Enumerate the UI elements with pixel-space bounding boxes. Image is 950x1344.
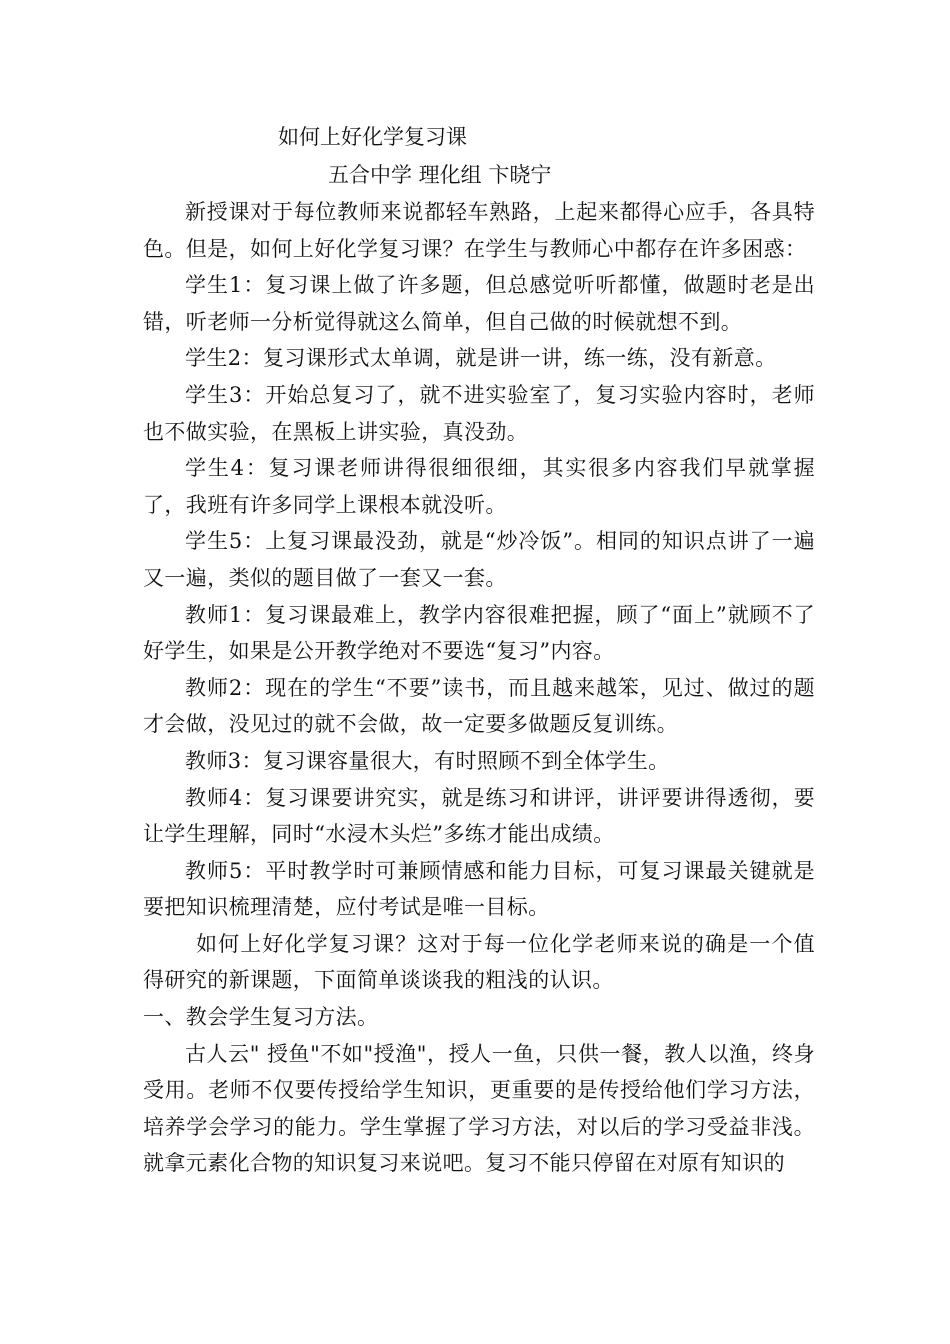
document-page <box>143 118 815 1182</box>
section-1-body: 古人云" 授鱼"不如"授渔"，授人一鱼，只供一餐，教人以渔，终身受用。老师不仅要传授给学生知识，更重要的是传授给他们学习方法，培养学会学习的能力。学生掌握了学习方法，对以后的学习受益非浅。就拿元素化合物的知识复习来说吧。复习不能只停留在对原有知识的 <box>143 1041 815 1176</box>
transition-paragraph: 如何上好化学复习课？这对于每一位化学老师来说的确是一个值得研究的新课题，下面简单谈谈我的粗浅的认识。 <box>143 931 815 993</box>
teacher-voice-3: 教师3：复习课容量很大，有时照顾不到全体学生。 <box>185 748 670 773</box>
teacher-voice-4: 教师4：复习课要讲究实，就是练习和讲评，讲评要讲得透彻，要让学生理解，同时“水浸木头烂”多练才能出成绩。 <box>143 785 815 847</box>
student-voice-4: 学生4：复习课老师讲得很细很细，其实很多内容我们早就掌握了，我班有许多同学上课根本就没听。 <box>143 456 815 517</box>
document-title: 如何上好化学复习课 <box>278 125 467 149</box>
teacher-voice-5: 教师5：平时教学时可兼顾情感和能力目标，可复习课最关键就是要把知识梳理清楚，应付考试是唯一目标。 <box>143 858 815 920</box>
student-voice-3: 学生3：开始总复习了，就不进实验室了，复习实验内容时，老师也不做实验，在黑板上讲实验，真没劲。 <box>143 382 815 444</box>
student-voice-2: 学生2：复习课形式太单调，就是讲一讲，练一练，没有新意。 <box>185 346 777 371</box>
intro-paragraph: 新授课对于每位教师来说都轻车熟路，上起来都得心应手，各具特色。但是，如何上好化学复习课？在学生与教师心中都存在许多困惑： <box>143 200 815 261</box>
student-voice-5: 学生5：上复习课最没劲，就是“炒冷饭”。相同的知识点讲了一遍又一遍，类似的题目做了一套又一套。 <box>143 529 815 590</box>
teacher-voice-1: 教师1：复习课最难上，教学内容很难把握，顾了“面上”就顾不了好学生，如果是公开教学绝对不要选“复习”内容。 <box>143 602 815 664</box>
section-1-heading: 一、教会学生复习方法。 <box>143 1005 379 1030</box>
document-author: 五合中学 理化组 卞晓宁 <box>328 163 552 187</box>
student-voice-1: 学生1：复习课上做了许多题，但总感觉听听都懂，做题时老是出错，听老师一分析觉得就这么简单，但自己做的时候就想不到。 <box>143 273 815 334</box>
teacher-voice-2: 教师2：现在的学生“不要”读书，而且越来越笨，见过、做过的题才会做，没见过的就不会做，故一定要多做题反复训练。 <box>143 675 815 737</box>
